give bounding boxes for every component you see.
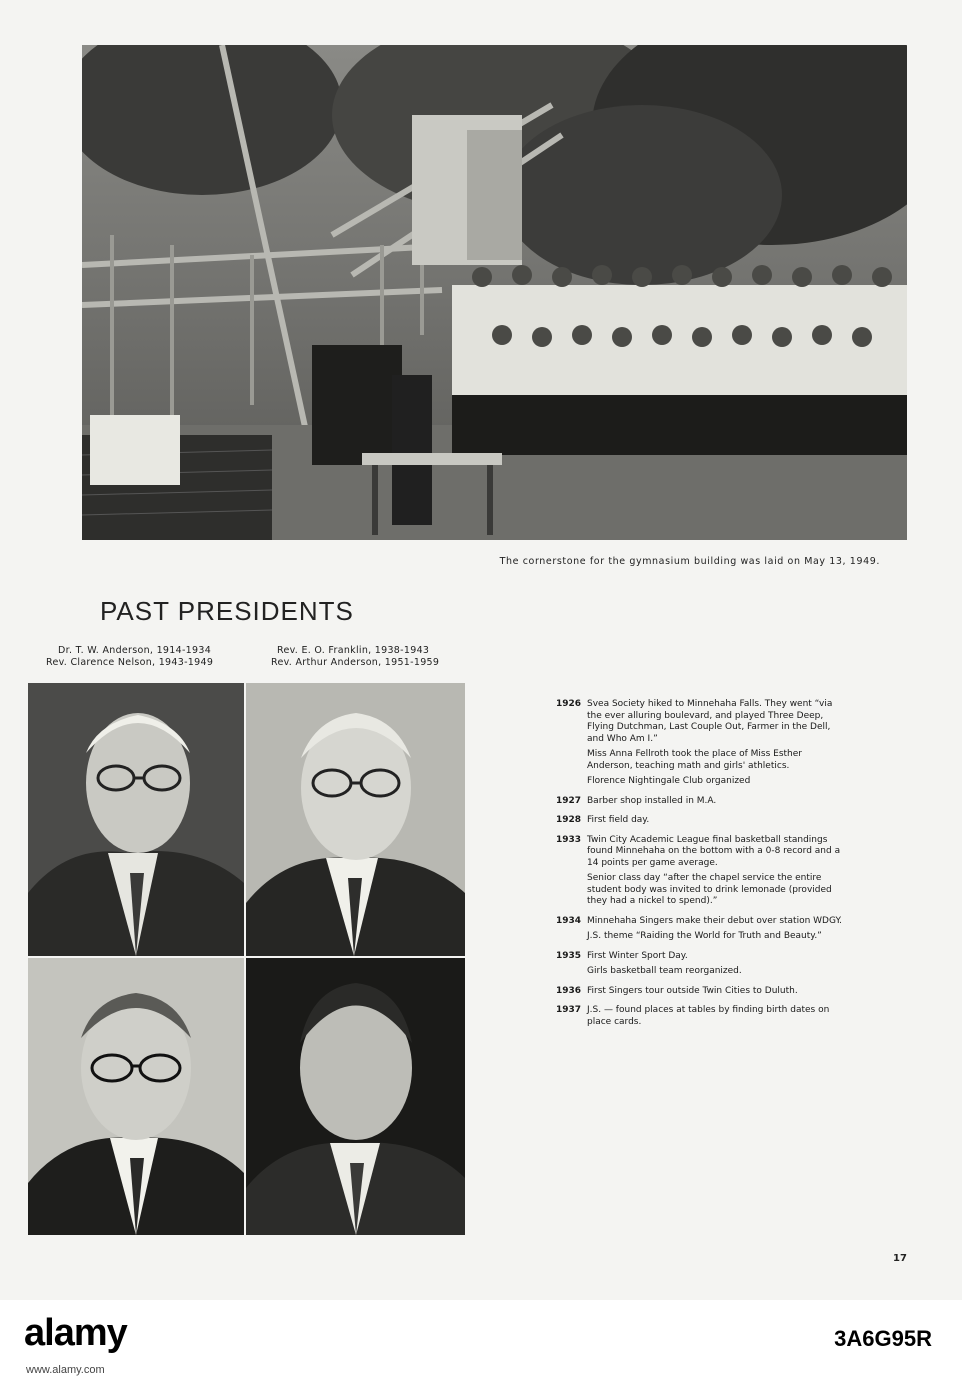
timeline-entry: [556, 1005, 846, 1028]
photo-caption: The cornerstone for the gymnasium building was laid on May 13, 1949.: [499, 556, 880, 567]
timeline-text: First Winter Sport Day.: [587, 950, 688, 961]
timeline-text: J.S. — found places at tables by finding birth dates on place cards.: [587, 1005, 830, 1027]
page-number: 17: [893, 1253, 907, 1264]
timeline-entry: [556, 916, 846, 943]
timeline-text: Miss Anna Fellroth took the place of Miss Esther Anderson, teaching math and girls' athletics.: [587, 749, 802, 771]
timeline-text: First field day.: [587, 815, 650, 825]
timeline-year: 1933: [556, 834, 582, 845]
president-portrait: [246, 683, 465, 956]
timeline-text: First Singers tour outside Twin Cities to Duluth.: [587, 985, 798, 996]
timeline-year: 1937: [556, 1005, 582, 1015]
watermark-image-id: 3A6G95R: [834, 1326, 932, 1351]
timeline-text: Minnehaha Singers make their debut over station WDGY.: [587, 915, 843, 926]
timeline-entry: [556, 986, 846, 998]
timeline-year: 1935: [556, 950, 582, 961]
history-timeline: [556, 699, 846, 1036]
timeline-text: Senior class day “after the chapel service the entire student body was invited to drink lemonade (provided they had a nickel to spend).”: [587, 873, 832, 906]
president-portrait: [28, 958, 244, 1235]
timeline-text: Twin City Academic League final basketball standings found Minnehaha on the bottom with a 0-8 record and a 14 points per game average.: [587, 834, 841, 868]
president-name: Rev. Arthur Anderson, 1951-1959: [271, 657, 440, 668]
section-title: PAST PRESIDENTS: [100, 596, 354, 626]
timeline-entry: [556, 815, 846, 827]
timeline-year: 1928: [556, 815, 582, 825]
timeline-text: J.S. theme “Raiding the World for Truth and Beauty.”: [587, 931, 822, 941]
timeline-entry: [556, 835, 846, 908]
timeline-entry: [556, 699, 846, 788]
cornerstone-ceremony-photo: [82, 45, 907, 540]
watermark-bar: [0, 1300, 962, 1390]
watermark-logo: alamy: [24, 1312, 127, 1354]
timeline-text: Barber shop installed in M.A.: [587, 795, 717, 806]
president-name: Rev. E. O. Franklin, 1938-1943: [277, 645, 430, 656]
timeline-year: 1926: [556, 699, 582, 709]
timeline-year: 1934: [556, 915, 582, 926]
timeline-year: 1936: [556, 985, 582, 996]
timeline-text: Svea Society hiked to Minnehaha Falls. They went “via the ever alluring boulevard, and played Three Deep, Flying Dutchman, Last Couple Out, Farmer in the Dell, and Who Am I.”: [587, 699, 833, 744]
timeline-year: 1927: [556, 795, 582, 806]
timeline-entry: [556, 796, 846, 808]
president-name: Rev. Clarence Nelson, 1943-1949: [46, 657, 214, 668]
timeline-entry: [556, 951, 846, 978]
president-portrait: [246, 958, 465, 1235]
timeline-text: Girls basketball team reorganized.: [587, 966, 742, 976]
timeline-text: Florence Nightingale Club organized: [587, 776, 751, 786]
president-portrait: [28, 683, 244, 956]
president-name: Dr. T. W. Anderson, 1914-1934: [58, 645, 212, 656]
watermark-url: www.alamy.com: [26, 1364, 105, 1376]
